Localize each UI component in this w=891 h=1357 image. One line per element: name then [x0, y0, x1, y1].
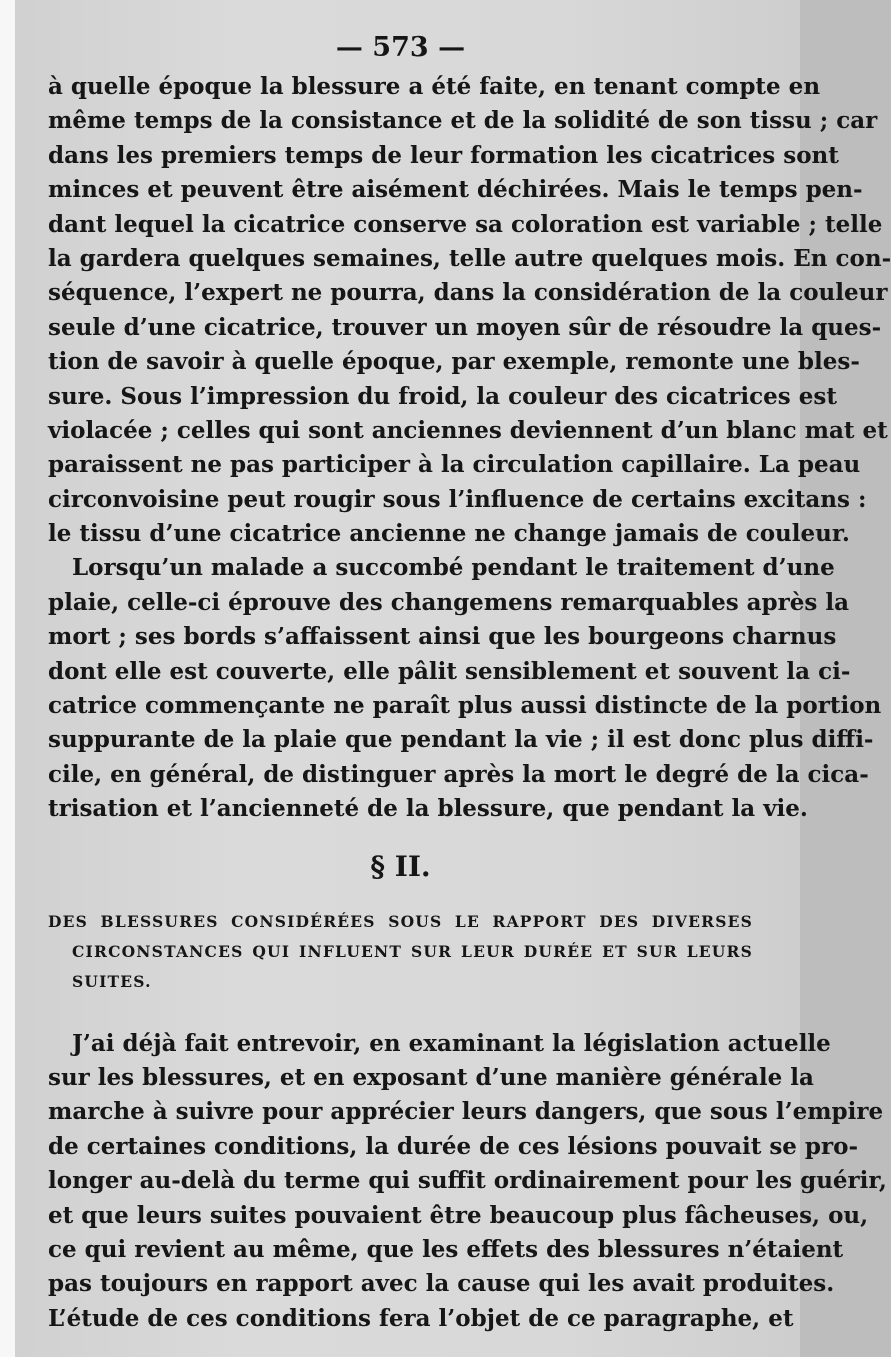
text-line: dont elle est couverte, elle pâlit sensiblement et souvent la ci- [48, 657, 851, 685]
text-line: mort ; ses bords s’affaissent ainsi que les bourgeons charnus [48, 623, 837, 651]
text-line: dant lequel la cicatrice conserve sa coloration est variable ; telle [48, 210, 883, 238]
text-line: catrice commençante ne paraît plus aussi distincte de la portion [48, 692, 882, 720]
text-line: plaie, celle-ci éprouve des changemens remarquables après la [48, 588, 849, 616]
text-line: de certaines conditions, la durée de ces lésions pouvait se pro- [48, 1132, 859, 1160]
text-line: suppurante de la plaie que pendant la vie ; il est donc plus diffi- [48, 726, 874, 754]
text-line: tion de savoir à quelle époque, par exemple, remonte une bles- [48, 348, 860, 376]
paragraph-2 [48, 551, 882, 826]
text-line: séquence, l’expert ne pourra, dans la considération de la couleur [48, 279, 888, 307]
page-number: — 573 — [335, 32, 466, 63]
paragraph-1 [48, 70, 891, 551]
section-title: § II. [370, 849, 431, 883]
page-edge [0, 0, 15, 1357]
text-line: Lorsqu’un malade a succombé pendant le traitement d’une [72, 554, 835, 582]
text-line: paraissent ne pas participer à la circulation capillaire. La peau [48, 451, 861, 479]
heading-line: DES BLESSURES CONSIDÉRÉES SOUS LE RAPPORT DES DIVERSES [48, 911, 753, 931]
text-line: ce qui revient au même, que les effets des blessures n’étaient [48, 1235, 844, 1263]
page-content [48, 28, 891, 1336]
text-line: sur les blessures, et en exposant d’une manière générale la [48, 1063, 814, 1091]
text-line: J’ai déjà fait entrevoir, en examinant la législation actuelle [72, 1029, 831, 1057]
text-line: sure. Sous l’impression du froid, la couleur des cicatrices est [48, 382, 837, 410]
text-line: circonvoisine peut rougir sous l’influence de certains excitans : [48, 485, 867, 513]
text-line: la gardera quelques semaines, telle autre quelques mois. En con- [48, 244, 891, 272]
text-line: et que leurs suites pouvaient être beaucoup plus fâcheuses, ou, [48, 1201, 869, 1229]
text-line: même temps de la consistance et de la solidité de son tissu ; car [48, 107, 878, 135]
heading-line: SUITES. [72, 971, 152, 991]
text-line: cile, en général, de distinguer après la mort le degré de la cica- [48, 760, 869, 788]
text-line: L’étude de ces conditions fera l’objet de ce paragraphe, et [48, 1304, 794, 1332]
text-line: longer au-delà du terme qui suffit ordinairement pour les guérir, [48, 1167, 887, 1195]
text-line: marche à suivre pour apprécier leurs dangers, que sous l’empire [48, 1098, 884, 1126]
text-line: le tissu d’une cicatrice ancienne ne change jamais de couleur. [48, 520, 850, 548]
text-line: trisation et l’ancienneté de la blessure, que pendant la vie. [48, 795, 808, 823]
text-line: à quelle époque la blessure a été faite, en tenant compte en [48, 73, 821, 100]
text-line: seule d’une cicatrice, trouver un moyen sûr de résoudre la ques- [48, 313, 882, 341]
text-line: violacée ; celles qui sont anciennes deviennent d’un blanc mat et [48, 416, 888, 444]
text-line: dans les premiers temps de leur formation les cicatrices sont [48, 141, 839, 169]
text-line: minces et peuvent être aisément déchirées. Mais le temps pen- [48, 176, 863, 204]
heading-line: CIRCONSTANCES QUI INFLUENT SUR LEUR DURÉE ET SUR LEURS [72, 941, 753, 961]
paragraph-3 [48, 1027, 887, 1337]
text-line: pas toujours en rapport avec la cause qui les avait produites. [48, 1270, 835, 1298]
section-heading [48, 907, 753, 997]
